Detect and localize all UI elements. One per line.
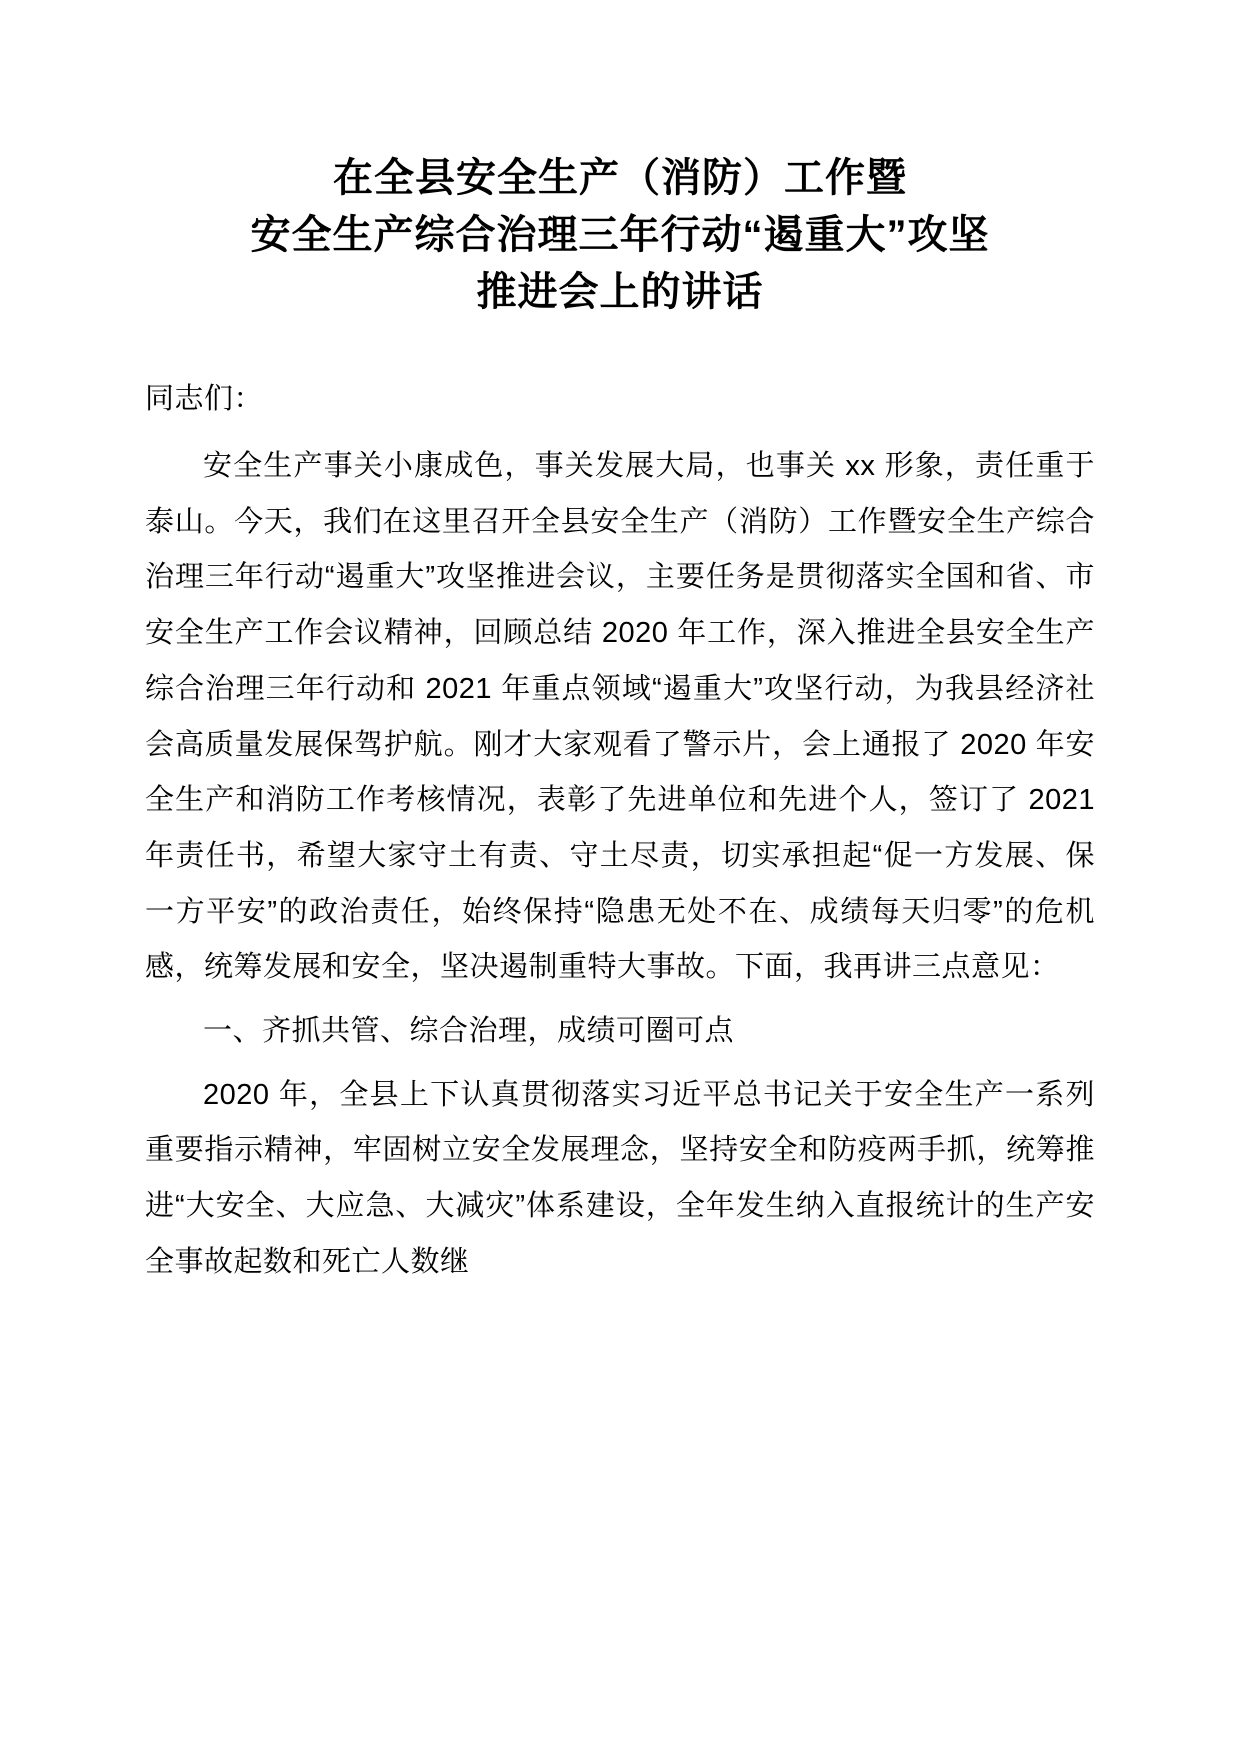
section-heading-one: 一、齐抓共管、综合治理，成绩可圈可点 <box>203 1014 735 1047</box>
title-line-2: 安全生产综合治理三年行动“遏重大”攻坚 <box>250 212 990 257</box>
paragraph-section-one-body: 2020 年，全县上下认真贯彻落实习近平总书记关于安全生产一系列重要指示精神，牢固树立安全发展理念，坚持安全和防疫两手抓，统筹推进“大安全、大应急、大减灾”体系建设，全年发生纳入直报统计的生产安全事故起数和死亡人数继 <box>145 1078 1095 1278</box>
paragraph-intro: 安全生产事关小康成色，事关发展大局，也事关 xx 形象，责任重于泰山。今天，我们在这里召开全县安全生产（消防）工作暨安全生产综合治理三年行动“遏重大”攻坚推进会议，主要任务是贯彻落实全国和省、市安全生产工作会议精神，回顾总结 2020 年工作，深入推进全县安全生产综合治理三年行动和 2021 年重点领域“遏重大”攻坚行动，为我县经济社会高质量发展保驾护航。刚才大家观看了警示片，会上通报了 2020 年安全生产和消防工作考核情况，表彰了先进单位和先进个人，签订了 2021 年责任书，希望大家守土有责、守土尽责，切实承担起“促一方发展、保一方平安”的政治责任，始终保持“隐患无处不在、成绩每天归零”的危机感，统筹发展和安全，坚决遏制重特大事故。下面，我再讲三点意见： <box>145 450 1095 984</box>
salutation: 同志们： <box>145 383 264 416</box>
title-line-3: 推进会上的讲话 <box>476 269 764 314</box>
page-title <box>145 150 1095 320</box>
title-line-1: 在全县安全生产（消防）工作暨 <box>333 156 907 200</box>
